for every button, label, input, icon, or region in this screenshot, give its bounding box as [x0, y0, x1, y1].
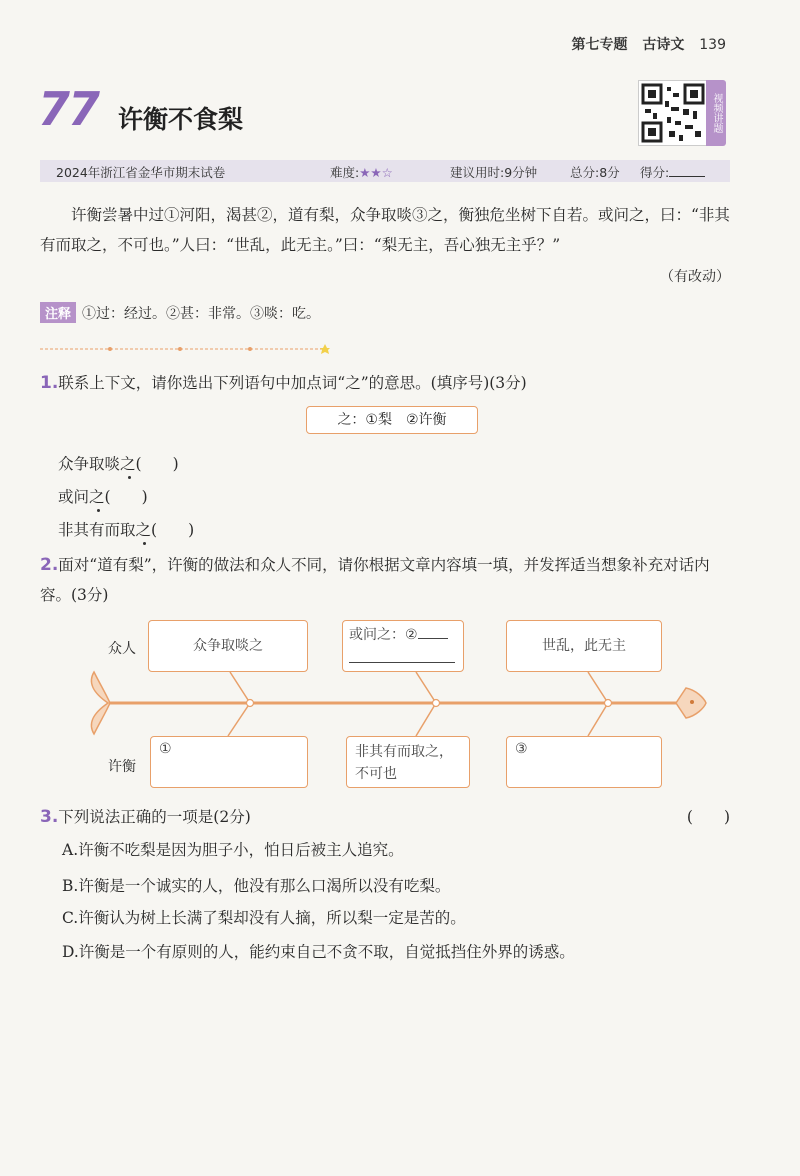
fishbone-answer-box[interactable]: ①: [150, 736, 308, 788]
qr-code-icon: [639, 81, 707, 145]
info-bar: [40, 160, 730, 182]
qr-code[interactable]: [638, 80, 708, 146]
option-b[interactable]: B.许衡是一个诚实的人，他没有那么口渴所以没有吃梨。: [62, 877, 451, 895]
question-1: [40, 368, 740, 398]
fishbone-box[interactable]: [342, 620, 464, 672]
dotted-word: 之: [89, 488, 105, 506]
annotation-tag: 注释: [40, 302, 76, 323]
question-number: 3.: [40, 807, 59, 827]
option-c[interactable]: C.许衡认为树上长满了梨却没有人摘，所以梨一定是苦的。: [62, 909, 466, 927]
dotted-word: 之: [120, 455, 136, 473]
dotted-word: 之: [135, 521, 152, 539]
question-3: [40, 802, 740, 832]
question-number: 2.: [40, 555, 59, 575]
fishbone-box: 世乱，此无主: [506, 620, 662, 672]
item-text: 众争取啖: [58, 455, 121, 473]
fishbone-answer-box[interactable]: ③: [506, 736, 662, 788]
fish-tail-icon: [91, 672, 110, 734]
running-header: [562, 34, 726, 54]
question-prompt: 下列说法正确的一项是(2分): [58, 808, 251, 826]
adapted-note: （有改动）: [660, 269, 730, 285]
item-text: 或问: [58, 488, 90, 506]
video-tag[interactable]: 视频讲题: [706, 80, 726, 146]
question-number: 1.: [40, 373, 59, 393]
q1-item[interactable]: [58, 485, 148, 507]
star-icon: [320, 344, 330, 354]
passage-text: 许衡尝暑中过①河阳，渴甚②，道有梨，众争取啖③之，衡独危坐树下自若。或问之，曰：“非其有而取之，不可也。”人曰：“世乱，此无主。”曰：“梨无主，吾心独无主乎？”: [40, 206, 730, 254]
suggested-time: 建议用时:9分钟: [450, 165, 538, 180]
q1-item[interactable]: [58, 452, 179, 474]
option-a[interactable]: A.许衡不吃梨是因为胆子小，怕日后被主人追究。: [62, 841, 404, 859]
annotation-text: ①过：经过。②甚：非常。③啖：吃。: [82, 306, 321, 322]
source-label: 2024年浙江省金华市期末试卷: [56, 165, 226, 180]
question-2: [40, 550, 740, 610]
score-field[interactable]: [640, 163, 705, 181]
page-number: 139: [699, 37, 726, 53]
answer-blank[interactable]: ( ): [104, 488, 148, 506]
fishbone-diagram: [80, 670, 710, 746]
answer-blank[interactable]: [349, 645, 455, 663]
answer-blank[interactable]: ( ): [151, 521, 195, 539]
difficulty-stars: ★★☆: [359, 165, 393, 180]
option-d[interactable]: D.许衡是一个有原则的人，能约束自己不贪不取，自觉抵挡住外界的诱惑。: [62, 943, 575, 961]
difficulty: [330, 163, 393, 181]
item-text: 非其有而取: [58, 521, 136, 539]
label-crowd: 众人: [108, 641, 136, 657]
lesson-number: 77: [38, 82, 99, 136]
options-box: 之：①梨 ②许衡: [306, 406, 478, 434]
annotation: [40, 302, 320, 323]
box-text: 或问之：②: [349, 627, 418, 643]
score-label: 得分:: [640, 165, 670, 180]
q1-item[interactable]: [58, 518, 194, 540]
topic-label: 第七专题: [571, 37, 628, 53]
total-score: 总分:8分: [570, 165, 620, 180]
fishbone-box: 非其有而取之，不可也: [346, 736, 470, 788]
answer-blank[interactable]: ( ): [135, 455, 179, 473]
difficulty-label: 难度:: [330, 165, 360, 180]
label-xuheng: 许衡: [108, 759, 136, 775]
lesson-title: 许衡不食梨: [118, 105, 244, 134]
question-prompt: 面对“道有梨”，许衡的做法和众人不同，请你根据文章内容填一填，并发挥适当想象补充对话内容。(3分): [40, 556, 710, 604]
answer-blank[interactable]: ( ): [686, 808, 730, 826]
category-label: 古诗文: [642, 37, 685, 53]
decorative-divider: [40, 344, 330, 354]
question-prompt: 联系上下文，请你选出下列语句中加点词“之”的意思。(填序号)(3分): [58, 374, 527, 392]
score-blank[interactable]: [669, 176, 705, 177]
answer-blank[interactable]: [418, 638, 448, 639]
fishbone-box: 众争取啖之: [148, 620, 308, 672]
